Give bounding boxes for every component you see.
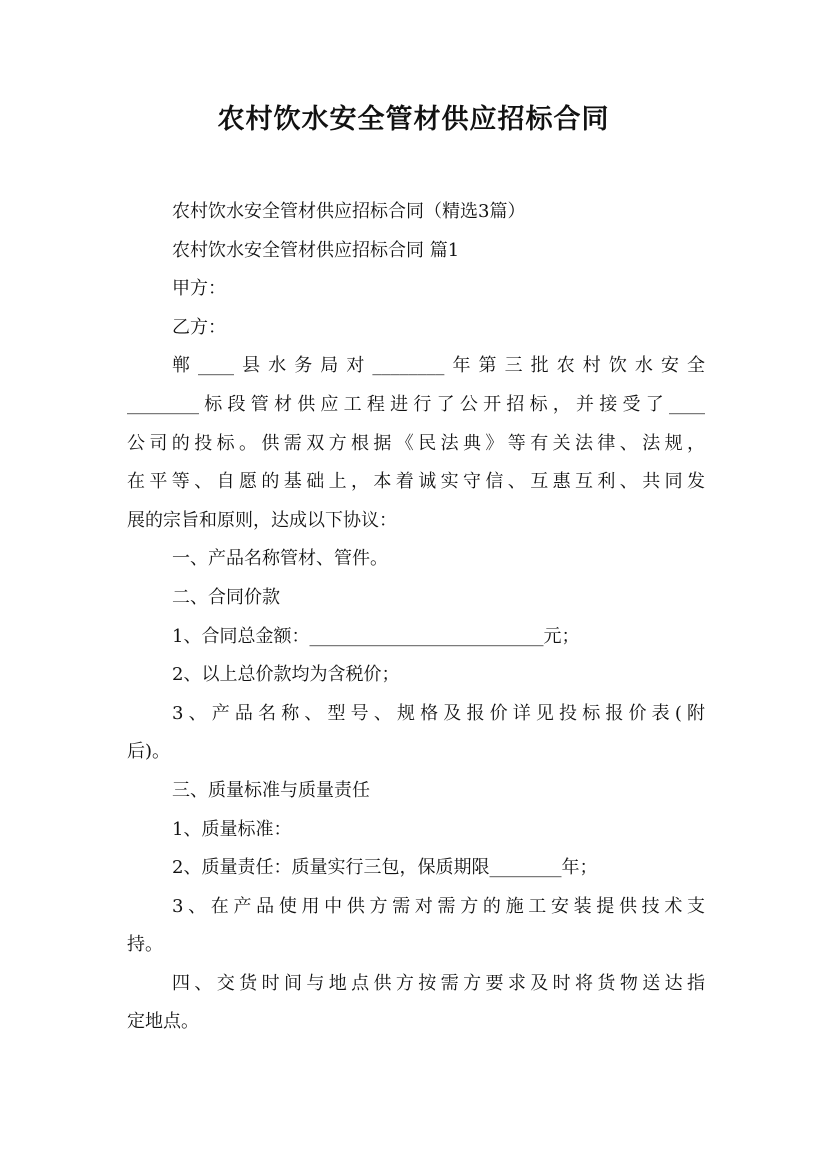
section-heading: 农村饮水安全管材供应招标合同 篇1 <box>172 239 460 261</box>
paragraph-line: 展的宗旨和原则，达成以下协议： <box>127 509 397 531</box>
paragraph-line: 在平等、自愿的基础上，本着诚实守信、互惠互利、共同发 <box>127 471 705 493</box>
clause-line: 2、以上总价款均为含税价； <box>172 664 400 686</box>
party-a-label: 甲方： <box>172 278 226 300</box>
document-body <box>127 193 705 1042</box>
paragraph-line: 郸____县水务局对________年第三批农村饮水安全 <box>172 355 705 377</box>
document-title: 农村饮水安全管材供应招标合同 <box>217 104 610 135</box>
clause-line: 持。 <box>127 934 163 956</box>
subtitle-line: 农村饮水安全管材供应招标合同（精选3篇） <box>172 201 526 222</box>
clause-line: 2、质量责任：质量实行三包，保质期限________年； <box>172 857 598 879</box>
paragraph-line: 公司的投标。供需双方根据《民法典》等有关法律、法规， <box>127 432 705 454</box>
clause-line: 1、合同总金额：__________________________元； <box>172 625 580 647</box>
clause-line: 定地点。 <box>127 1011 199 1033</box>
clause-line: 四、交货时间与地点供方按需方要求及时将货物送达指 <box>172 972 705 994</box>
clause-line: 1、质量标准： <box>172 818 292 840</box>
clause-heading: 二、合同价款 <box>172 586 280 608</box>
clause-heading: 三、质量标准与质量责任 <box>172 779 370 801</box>
party-b-label: 乙方： <box>172 316 226 338</box>
clause-line: 3、产品名称、型号、规格及报价详见投标报价表(附 <box>172 702 705 724</box>
clause-line: 后)。 <box>127 741 171 763</box>
clause-line: 3、在产品使用中供方需对需方的施工安装提供技术支 <box>172 895 705 917</box>
paragraph-line: ________标段管材供应工程进行了公开招标，并接受了____ <box>127 393 705 415</box>
clause-line: 一、产品名称管材、管件。 <box>172 548 388 570</box>
